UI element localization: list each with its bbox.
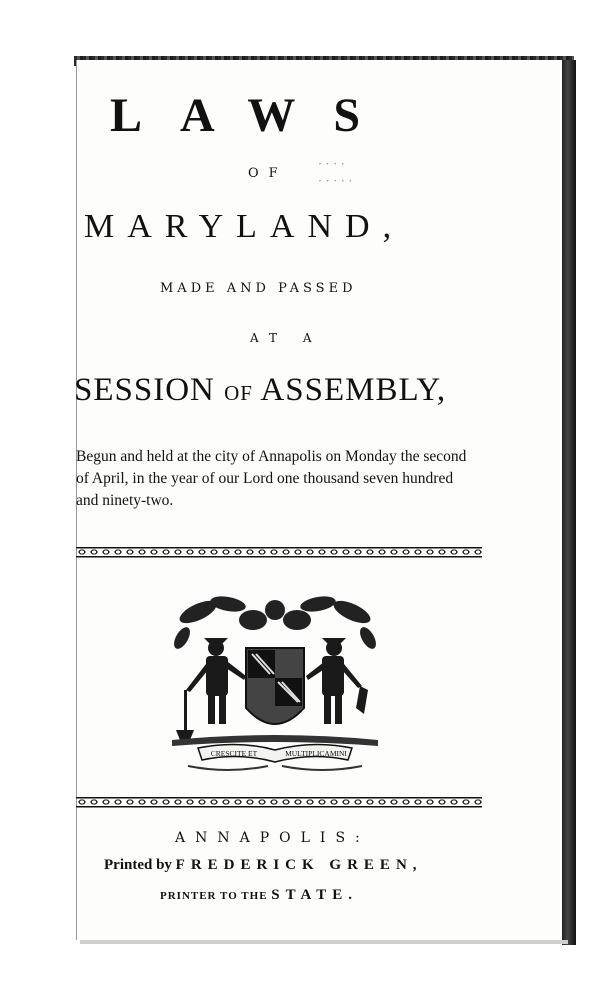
title-of: OF	[248, 166, 288, 181]
imprint-printed-by	[104, 857, 464, 874]
farmer-figure-icon	[176, 638, 246, 740]
imprint-city: ANNAPOLIS:	[175, 830, 370, 846]
maryland-seal-vignette	[168, 590, 382, 774]
motto-right: MULTIPLICAMINI	[285, 749, 347, 758]
printer-title-small: PRINTER TO THE	[160, 890, 268, 902]
description-line: and ninety-two.	[76, 492, 174, 509]
title-maryland: MARYLAND,	[84, 208, 405, 245]
ornamental-rule-bottom	[76, 796, 482, 808]
session-of-word: OF	[224, 381, 253, 405]
assembly-word: ASSEMBLY,	[260, 372, 447, 408]
ornamental-rule-top	[76, 546, 482, 558]
session-of-assembly	[74, 372, 484, 409]
session-word: SESSION	[74, 372, 215, 408]
fisherman-figure-icon	[306, 638, 368, 724]
shield-icon	[246, 648, 304, 724]
handwritten-annotation: · · · · · · · · ·	[318, 157, 353, 188]
page-bottom-edge	[80, 940, 568, 944]
printer-name: FREDERICK GREEN,	[175, 857, 423, 873]
session-description	[76, 446, 486, 512]
printed-by-label: Printed by	[104, 857, 172, 873]
page-right-edge	[562, 60, 576, 945]
title-laws: LAWS	[110, 89, 399, 142]
motto-left: CRESCITE ET	[210, 749, 258, 758]
foliage-icon	[171, 594, 379, 651]
printer-title-state: STATE.	[271, 887, 359, 903]
description-line: Begun and held at the city of Annapolis on Monday the second	[76, 448, 467, 465]
at-a: AT A	[250, 331, 323, 345]
imprint-printer-to-state	[160, 887, 420, 904]
made-and-passed: MADE AND PASSED	[160, 281, 357, 296]
description-line: of April, in the year of our Lord one thousand seven hundred	[76, 470, 454, 487]
